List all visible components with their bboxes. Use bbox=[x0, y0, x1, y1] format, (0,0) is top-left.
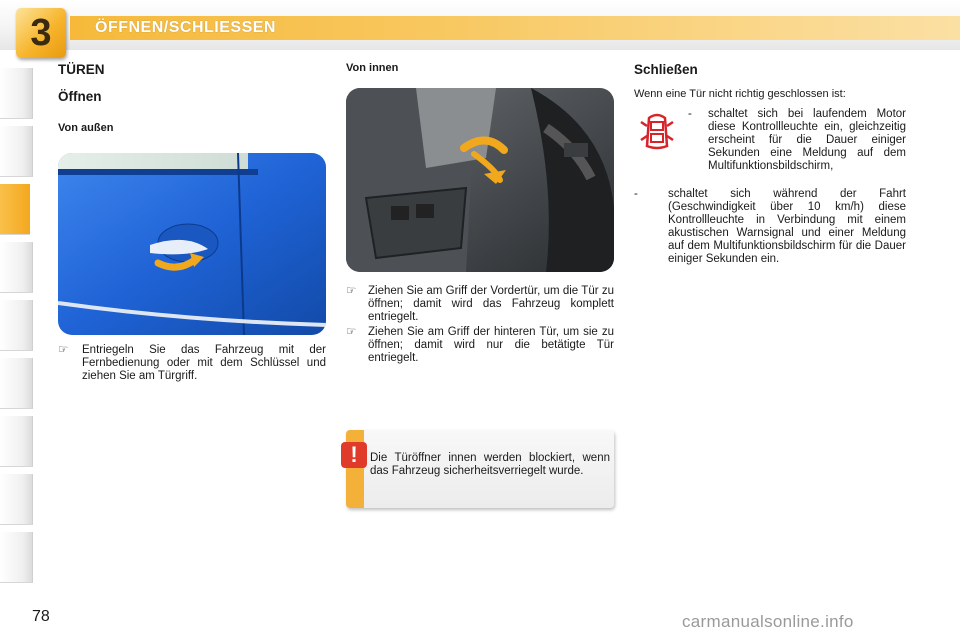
inside-bullet-1 bbox=[346, 285, 614, 324]
inside-bullet-2-text: Ziehen Sie am Griff der hinteren Tür, um sie zu öffnen; damit wird nur die betätigte Tür entriegelt. bbox=[368, 326, 614, 364]
inside-bullet-1-text: Ziehen Sie am Griff der Vordertür, um die Tür zu öffnen; damit wird das Fahrzeug komplett entriegelt. bbox=[368, 285, 614, 323]
chapter-tab-5[interactable] bbox=[0, 300, 33, 351]
note-text: Die Türöffner innen werden blockiert, wenn das Fahrzeug sicherheitsverriegelt wurde. bbox=[370, 452, 610, 477]
dash-marker: - bbox=[688, 108, 692, 120]
chapter-tab-4[interactable] bbox=[0, 242, 33, 293]
hand-pointer-icon: ☞ bbox=[346, 326, 357, 338]
closing-item-2 bbox=[634, 188, 906, 266]
door-inside-photo bbox=[346, 88, 614, 272]
inside-heading: Von innen bbox=[346, 62, 399, 74]
warning-note bbox=[346, 430, 614, 508]
closing-item-2-text: schaltet sich während der Fahrt (Geschwindigkeit über 10 km/h) diese Kontrollleuchte in Verbindung mit einem akustischen Warnsignal und einer Meldung auf dem Multifunktionsbildschirm für die Dauer einiger Sekunden ein. bbox=[668, 188, 906, 265]
chapter-tab-9[interactable] bbox=[0, 532, 33, 583]
outside-instruction bbox=[58, 344, 326, 383]
closing-intro: Wenn eine Tür nicht richtig geschlossen ist: bbox=[634, 88, 846, 100]
page-number: 78 bbox=[32, 608, 50, 625]
chapter-tab-8[interactable] bbox=[0, 474, 33, 525]
door-outside-photo bbox=[58, 153, 326, 335]
section-title: TÜREN bbox=[58, 62, 105, 77]
chapter-tab-6[interactable] bbox=[0, 358, 33, 409]
chapter-title: ÖFFNEN/SCHLIESSEN bbox=[95, 19, 276, 36]
hand-pointer-icon: ☞ bbox=[58, 344, 69, 356]
closing-item-1 bbox=[688, 108, 906, 173]
door-open-warning-icon bbox=[640, 112, 674, 152]
inside-bullet-2 bbox=[346, 326, 614, 365]
chapter-tab-7[interactable] bbox=[0, 416, 33, 467]
subsection-title: Öffnen bbox=[58, 89, 102, 104]
closing-item-1-text: schaltet sich bei laufendem Motor diese Kontrollleuchte ein, gleichzeitig erscheint für die Dauer einiger Sekunden eine Meldung auf dem Multifunktionsbildschirm, bbox=[708, 108, 906, 172]
dash-marker: - bbox=[634, 188, 638, 200]
chapter-tab-3-active[interactable] bbox=[0, 184, 30, 235]
chapter-tabs bbox=[0, 68, 34, 578]
outside-heading: Von außen bbox=[58, 122, 114, 134]
hand-pointer-icon: ☞ bbox=[346, 285, 357, 297]
chapter-tab-2[interactable] bbox=[0, 126, 33, 177]
chapter-badge: 3 bbox=[16, 8, 66, 58]
closing-heading: Schließen bbox=[634, 62, 698, 77]
chapter-tab-1[interactable] bbox=[0, 68, 33, 119]
watermark: carmanualsonline.info bbox=[682, 612, 854, 631]
exclamation-icon: ! bbox=[341, 442, 367, 468]
outside-instruction-text: Entriegeln Sie das Fahrzeug mit der Fernbedienung oder mit dem Schlüssel und ziehen Sie am Türgriff. bbox=[82, 344, 326, 382]
